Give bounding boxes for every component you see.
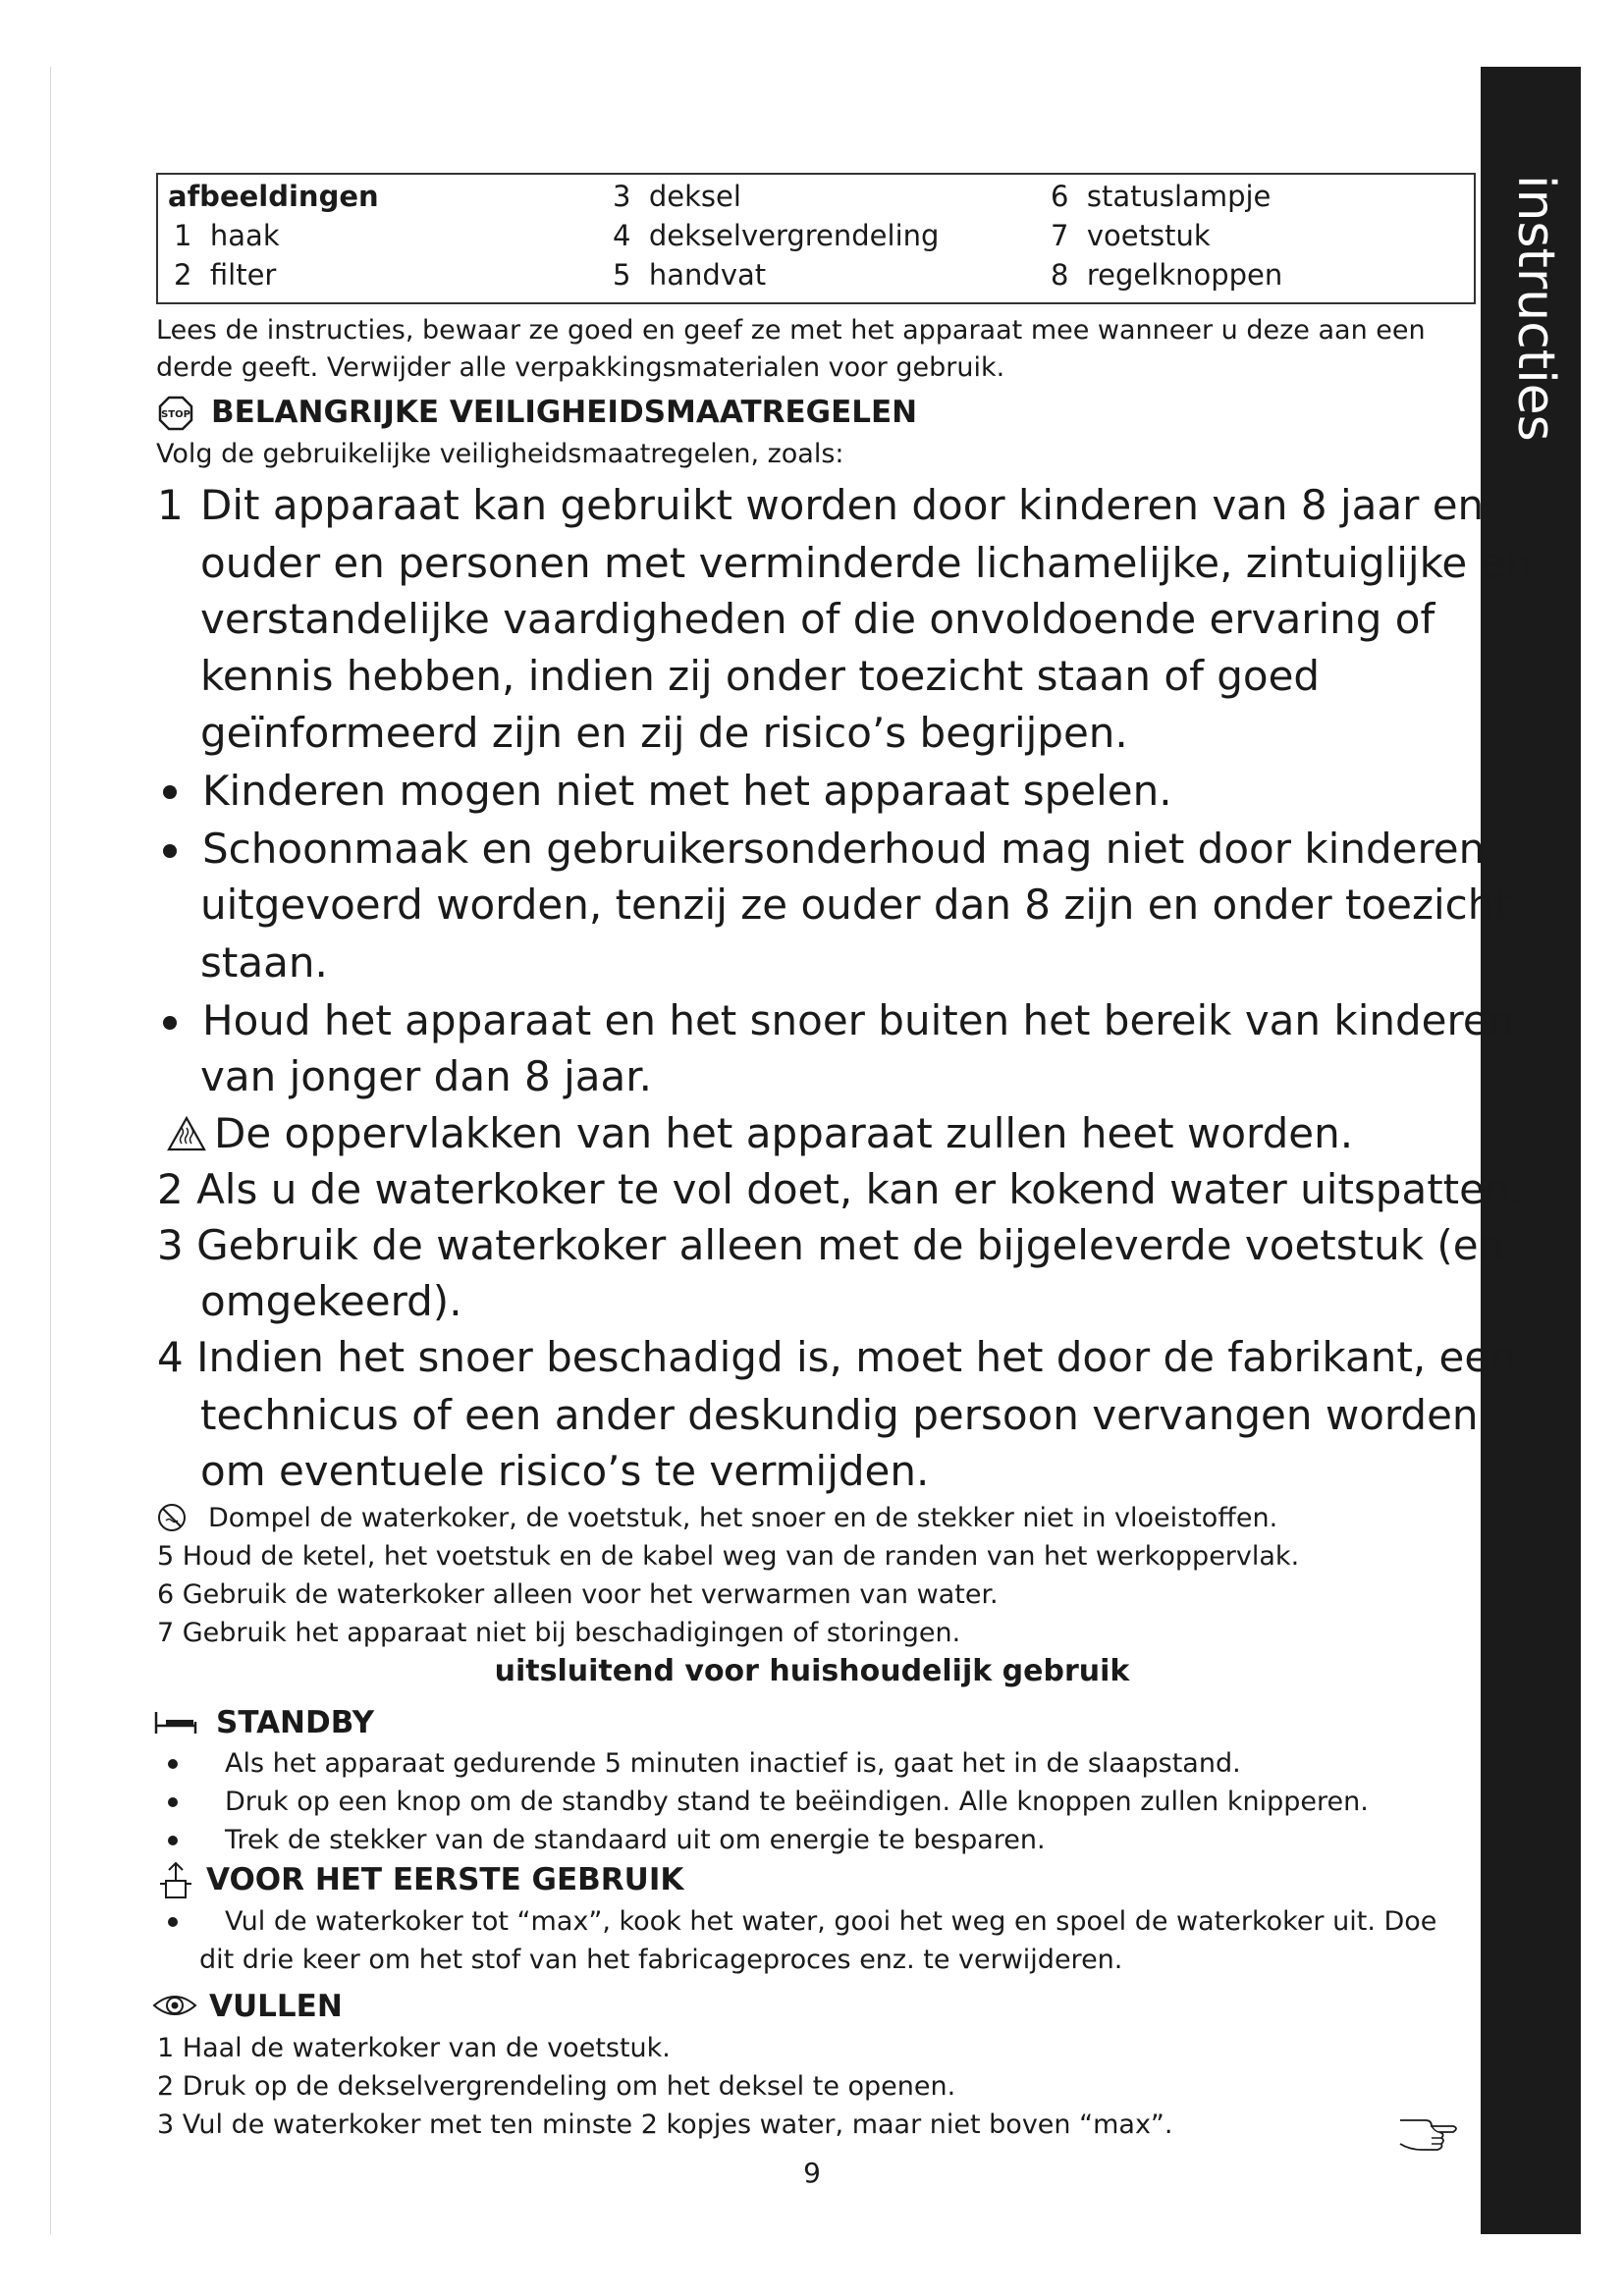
part-item: 8 regelknoppen xyxy=(1051,258,1283,292)
bullet-item: Houd het apparaat en het snoer buiten het bereik van kinderen xyxy=(202,996,1515,1044)
bullet-item: van jonger dan 8 jaar. xyxy=(200,1052,653,1100)
first-use-heading: VOOR HET EERSTE GEBRUIK xyxy=(206,1862,684,1897)
part-item: 3 deksel xyxy=(613,180,741,213)
bullet-dot xyxy=(163,844,177,858)
bullet-dot xyxy=(168,1797,178,1807)
list-item-line: 7 Gebruik het apparaat niet bij beschadigingen of storingen. xyxy=(157,1618,961,1648)
list-item-line: 3 Gebruik de waterkoker alleen met de bijgeleverde voetstuk (en xyxy=(157,1221,1505,1269)
standby-heading: STANDBY xyxy=(216,1705,375,1740)
bullet-item: Schoonmaak en gebruikersonderhoud mag niet door kinderen xyxy=(202,825,1486,873)
standby-bed-icon xyxy=(154,1710,197,1735)
bullet-item: staan. xyxy=(200,938,328,987)
intro-line: derde geeft. Verwijder alle verpakkingsmaterialen voor gebruik. xyxy=(156,352,1005,383)
list-item-line: technicus of een ander deskundig persoon vervangen worden xyxy=(200,1391,1479,1439)
bullet-dot xyxy=(163,785,177,799)
bullet-item: Kinderen mogen niet met het apparaat spelen. xyxy=(202,767,1172,815)
first-use-text: Vul de waterkoker tot “max”, kook het water, gooi het weg en spoel de waterkoker uit. Doe xyxy=(225,1906,1437,1937)
eye-icon xyxy=(152,1992,197,2019)
bullet-dot xyxy=(168,1759,178,1769)
parts-table xyxy=(156,173,1476,304)
fill-step: 3 Vul de waterkoker met ten minste 2 kopjes water, maar niet boven “max”. xyxy=(157,2109,1173,2140)
list-number: 1 xyxy=(157,481,184,529)
list-item-line: 4 Indien het snoer beschadigd is, moet het door de fabrikant, een xyxy=(157,1333,1516,1381)
intro-line: Lees de instructies, bewaar ze goed en geef ze met het apparaat mee wanneer u deze aan een xyxy=(156,315,1426,346)
parts-title: afbeeldingen xyxy=(168,180,379,213)
pointing-hand-icon xyxy=(1396,2105,1463,2156)
part-item: 4 dekselvergrendeling xyxy=(613,219,940,252)
household-notice: uitsluitend voor huishoudelijk gebruik xyxy=(494,1654,1130,1688)
sidebar-tab xyxy=(1481,67,1581,2234)
list-item-line: verstandelijke vaardigheden of die onvoldoende ervaring of xyxy=(200,595,1435,643)
list-item-line: Dit apparaat kan gebruikt worden door kinderen van 8 jaar en xyxy=(200,481,1485,529)
svg-text:STOP: STOP xyxy=(161,409,190,420)
part-item: 5 handvat xyxy=(613,258,767,292)
bullet-dot xyxy=(168,1836,178,1845)
bullet-item: uitgevoerd worden, tenzij ze ouder dan 8 zijn en onder toezicht xyxy=(200,881,1510,929)
fill-step: 1 Haal de waterkoker van de voetstuk. xyxy=(157,2033,671,2063)
page-number: 9 xyxy=(803,2157,821,2189)
safety-heading: BELANGRIJKE VEILIGHEIDSMAATREGELEN xyxy=(211,395,918,430)
part-item: 6 statuslampje xyxy=(1051,180,1272,213)
list-item-line: omgekeerd). xyxy=(200,1277,462,1325)
standby-bullet: Trek de stekker van de standaard uit om energie te besparen. xyxy=(225,1825,1046,1855)
fill-heading: VULLEN xyxy=(209,1989,343,2024)
hot-surface-warning: De oppervlakken van het apparaat zullen heet worden. xyxy=(214,1109,1354,1157)
part-item: 2 filter xyxy=(174,258,277,292)
part-item: 1 haak xyxy=(174,219,280,252)
hot-surface-warning-icon xyxy=(167,1116,206,1151)
bullet-dot xyxy=(168,1917,178,1927)
standby-bullet: Druk op een knop om de standby stand te beëindigen. Alle knoppen zullen knipperen. xyxy=(225,1787,1369,1817)
no-immerse-warning: Dompel de waterkoker, de voetstuk, het snoer en de stekker niet in vloeistoffen. xyxy=(208,1503,1278,1533)
list-item-line: geïnformeerd zijn en zij de risico’s begrijpen. xyxy=(200,709,1128,757)
page-number-row xyxy=(0,2156,1624,2191)
fill-step: 2 Druk op de dekselvergrendeling om het deksel te openen. xyxy=(157,2071,956,2102)
page-margin-line xyxy=(50,67,51,2234)
list-item-line: om eventuele risico’s te vermijden. xyxy=(200,1447,930,1495)
standby-bullet: Als het apparaat gedurende 5 minuten inactief is, gaat het in de slaapstand. xyxy=(225,1748,1241,1779)
no-immerse-icon xyxy=(157,1503,187,1532)
stop-icon xyxy=(158,396,193,431)
safety-subtitle: Volg de gebruikelijke veiligheidsmaatregelen, zoals: xyxy=(156,439,844,469)
first-use-kettle-icon xyxy=(158,1861,193,1900)
sidebar-label: instructies xyxy=(1506,175,1565,442)
first-use-text: dit drie keer om het stof van het fabricageproces enz. te verwijderen. xyxy=(199,1945,1123,1975)
list-item-line: kennis hebben, indien zij onder toezicht staan of goed xyxy=(200,652,1321,700)
list-item-line: ouder en personen met verminderde lichamelijke, zintuiglijke en xyxy=(200,539,1533,587)
part-item: 7 voetstuk xyxy=(1051,219,1211,252)
list-item-line: 5 Houd de ketel, het voetstuk en de kabel weg van de randen van het werkoppervlak. xyxy=(157,1541,1300,1572)
bullet-dot xyxy=(163,1016,177,1030)
list-item-line: 6 Gebruik de waterkoker alleen voor het verwarmen van water. xyxy=(157,1579,999,1610)
list-item-line: 2 Als u de waterkoker te vol doet, kan er kokend water uitspatten. xyxy=(157,1165,1524,1213)
